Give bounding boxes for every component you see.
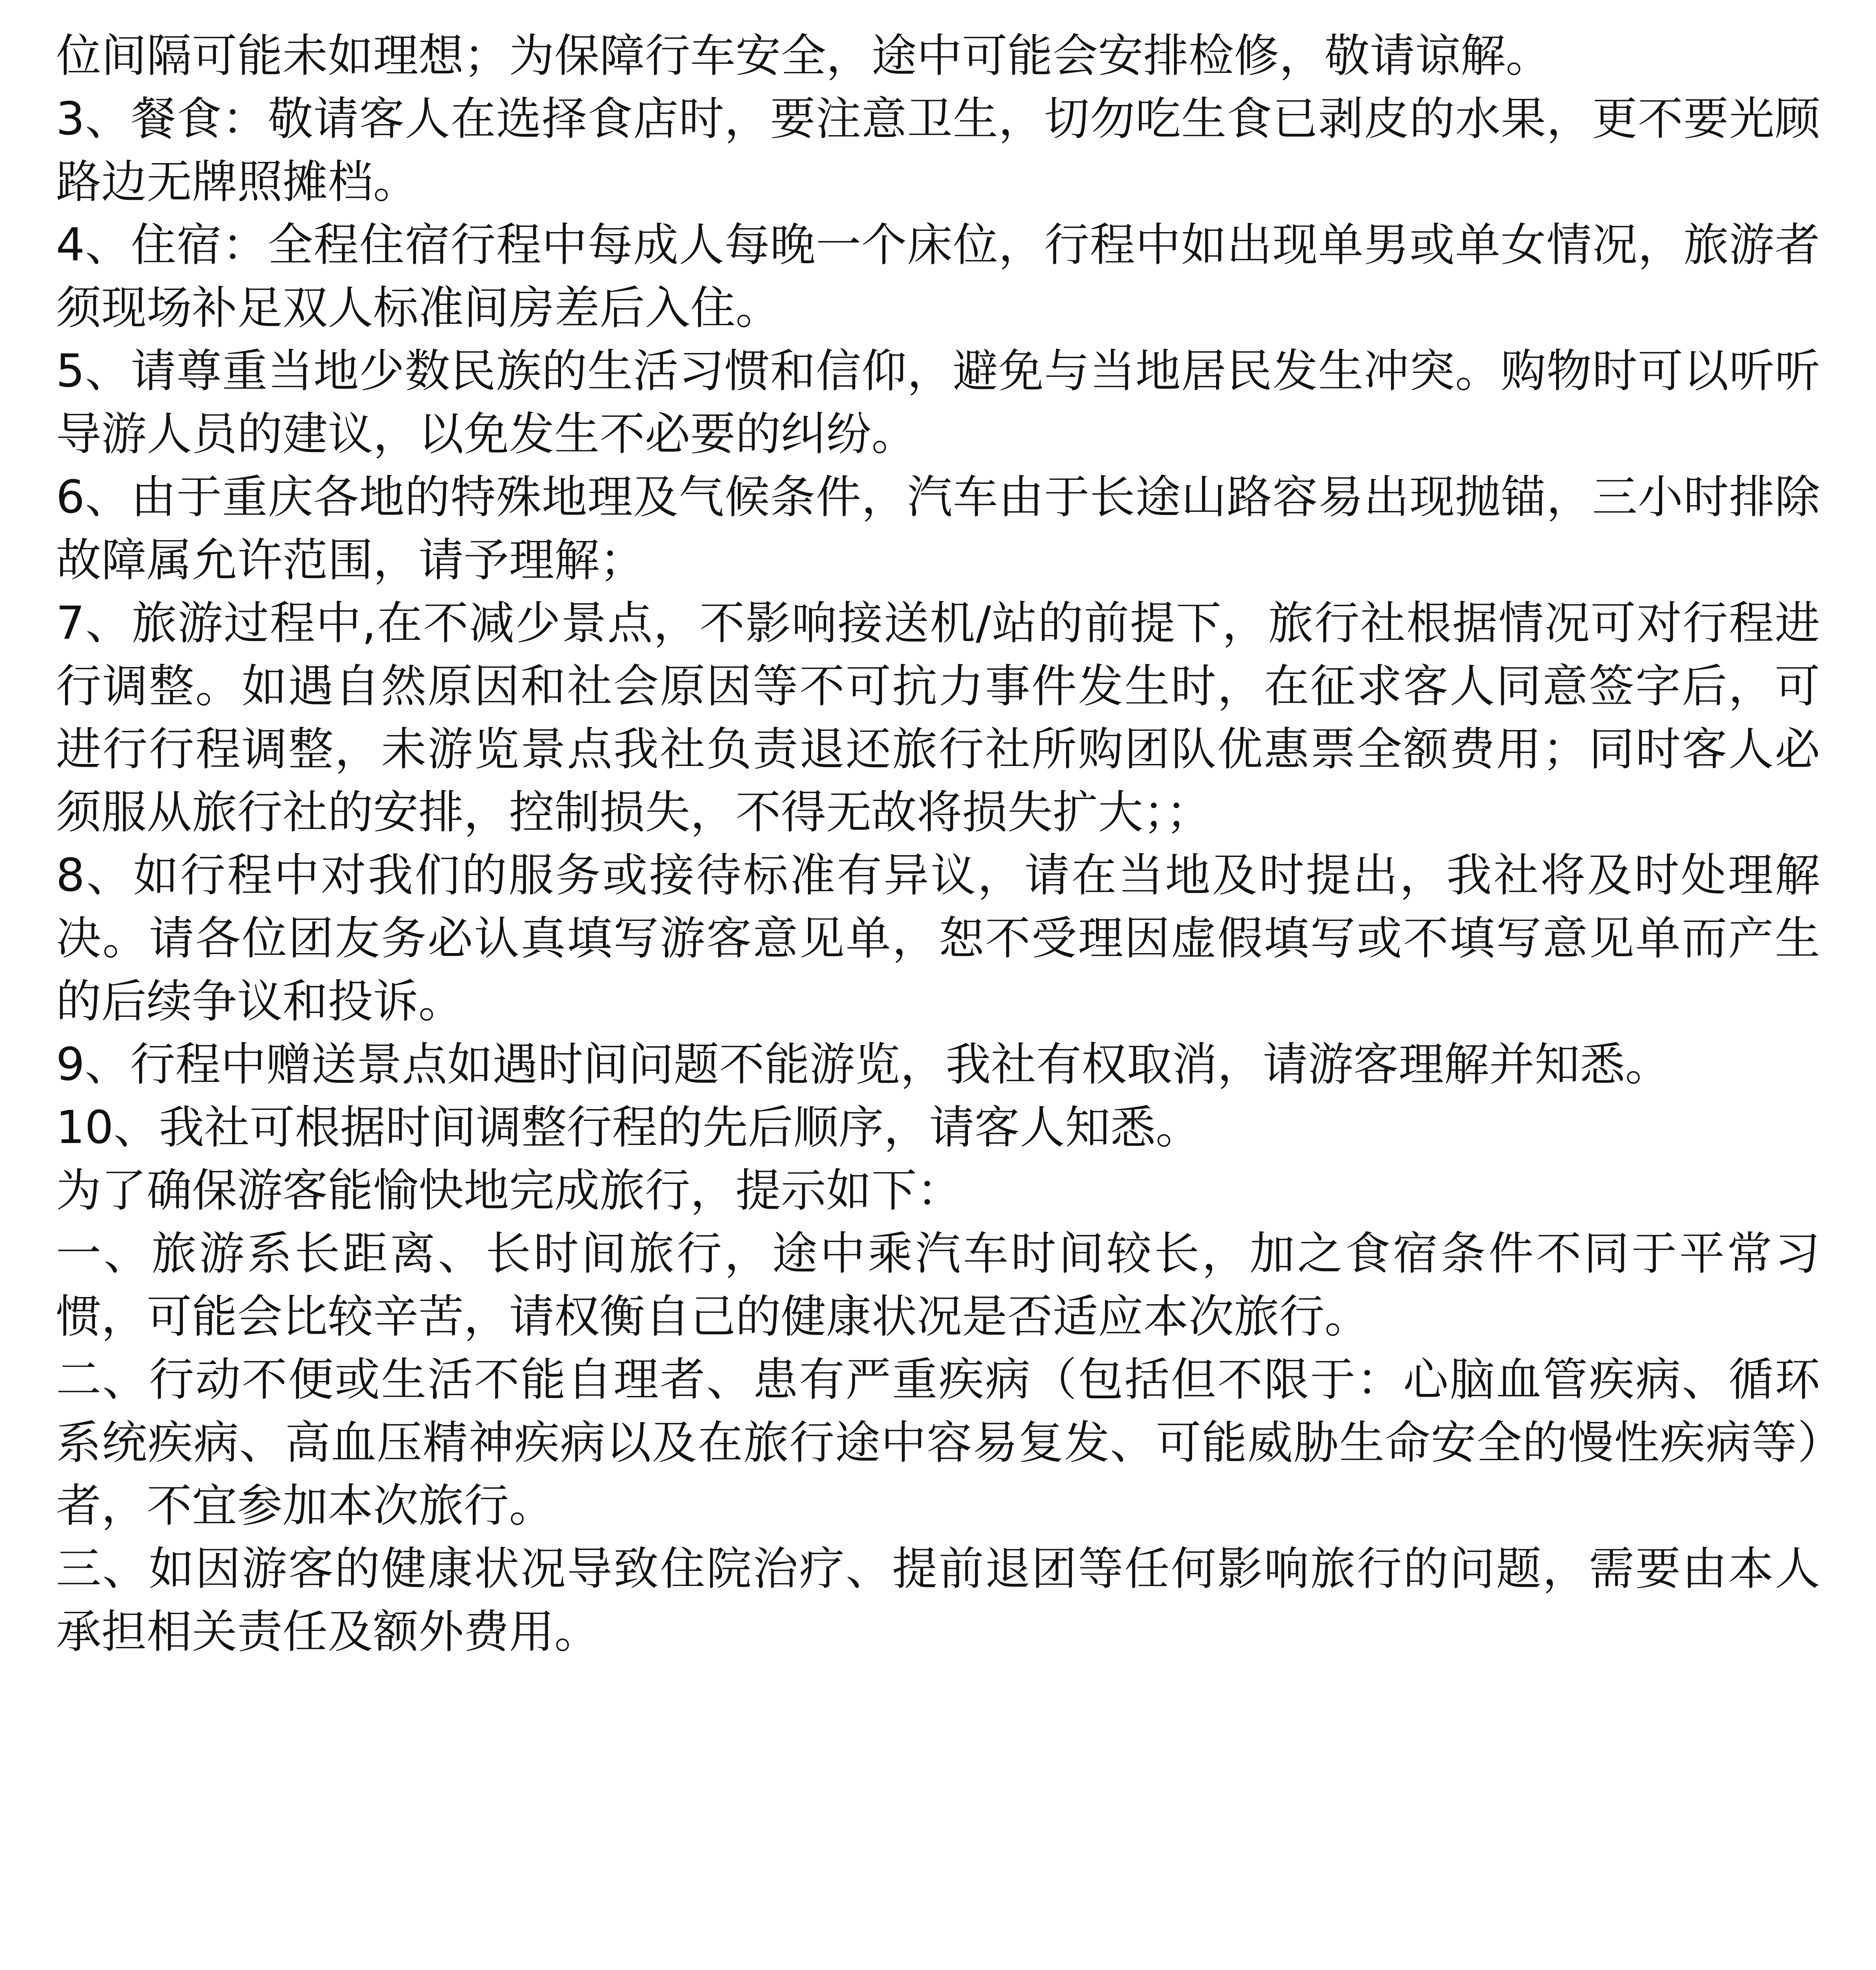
- paragraph-10-schedule-order: 10、我社可根据时间调整行程的先后顺序，请客人知悉。: [56, 1101, 1201, 1154]
- paragraph-5-local-customs: 5、请尊重当地少数民族的生活习惯和信仰，避免与当地居民发生冲突。购物时可以听听导游人员的建议，以免发生不必要的纠纷。: [56, 345, 1820, 461]
- paragraph-safety-continued: 位间隔可能未如理想；为保障行车安全，途中可能会安排检修，敬请谅解。: [56, 30, 1551, 82]
- paragraph-tip-3: 三、如因游客的健康状况导致住院治疗、提前退团等任何影响旅行的问题，需要由本人承担相关责任及额外费用。: [56, 1543, 1820, 1658]
- paragraph-8-complaints: 8、如行程中对我们的服务或接待标准有异议，请在当地及时提出，我社将及时处理解决。请各位团友务必认真填写游客意见单，恕不受理因虚假填写或不填写意见单而产生的后续争议和投诉。: [56, 849, 1820, 1028]
- paragraph-4-accommodation: 4、住宿：全程住宿行程中每成人每晚一个床位，行程中如出现单男或单女情况，旅游者须现场补足双人标准间房差后入住。: [56, 219, 1820, 335]
- paragraph-tips-intro: 为了确保游客能愉快地完成旅行，提示如下：: [56, 1164, 962, 1217]
- paragraph-6-road-conditions: 6、由于重庆各地的特殊地理及气候条件，汽车由于长途山路容易出现抛锚，三小时排除故障属允许范围，请予理解；: [56, 471, 1820, 587]
- paragraph-3-meals: 3、餐食：敬请客人在选择食店时，要注意卫生，切勿吃生食已剥皮的水果，更不要光顾路边无牌照摊档。: [56, 93, 1820, 208]
- paragraph-7-itinerary-adjustment: 7、旅游过程中,在不减少景点，不影响接送机/站的前提下，旅行社根据情况可对行程进行调整。如遇自然原因和社会原因等不可抗力事件发生时，在征求客人同意签字后，可进行行程调整，未游览景点我社负责退还旅行社所购团队优惠票全额费用；同时客人必须服从旅行社的安排，控制损失，不得无故将损失扩大；；: [56, 597, 1820, 839]
- paragraph-9-gift-attractions: 9、行程中赠送景点如遇时间问题不能游览，我社有权取消，请游客理解并知悉。: [56, 1038, 1671, 1091]
- paragraph-tip-2: 二、行动不便或生活不能自理者、患有严重疾病（包括但不限于：心脑血管疾病、循环系统疾病、高血压精神疾病以及在旅行途中容易复发、可能威胁生命安全的慢性疾病等）者，不宜参加本次旅行。: [56, 1353, 1820, 1532]
- document-body: [56, 24, 1820, 1663]
- paragraph-tip-1: 一、旅游系长距离、长时间旅行，途中乘汽车时间较长，加之食宿条件不同于平常习惯，可能会比较辛苦，请权衡自己的健康状况是否适应本次旅行。: [56, 1227, 1820, 1343]
